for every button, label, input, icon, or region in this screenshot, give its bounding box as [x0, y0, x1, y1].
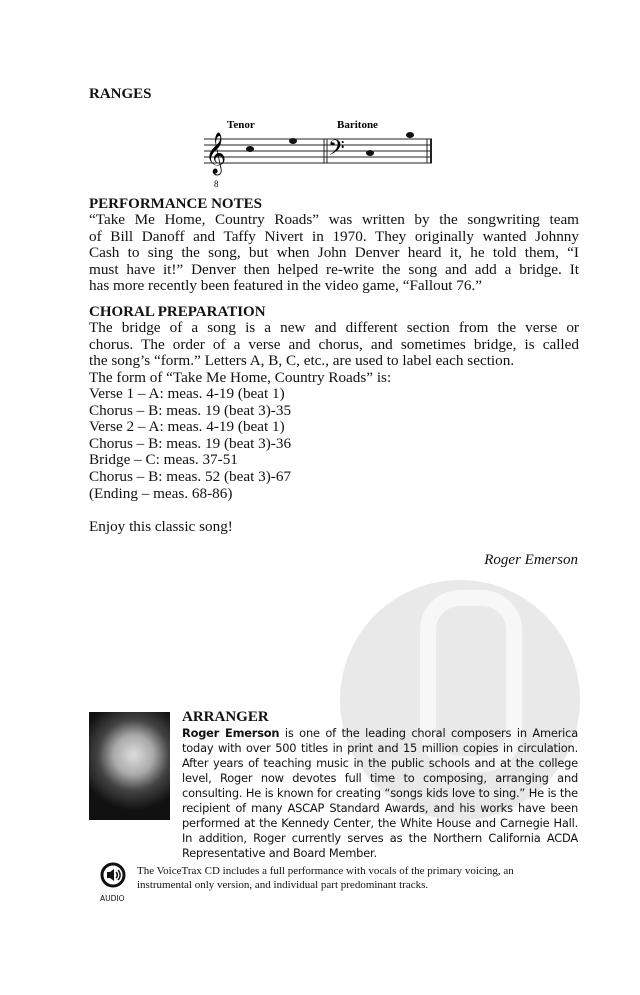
treble-clef-icon: 𝄞 — [205, 133, 227, 174]
baritone-label: Baritone — [337, 119, 378, 131]
ranges-staff — [200, 115, 440, 190]
form-item: Chorus – B: meas. 19 (beat 3)-36 — [89, 434, 292, 452]
arranger-name: Roger Emerson — [182, 726, 280, 740]
text-line: In addition, Roger currently serves as the Northern California ACDA — [182, 831, 578, 845]
text-line: The VoiceTrax CD includes a full performance with vocals of the primary voicing, an — [137, 865, 514, 877]
audio-label: AUDIO — [100, 894, 125, 903]
note — [366, 150, 374, 156]
bass-clef-icon: 𝄢 — [328, 136, 345, 166]
form-list — [89, 386, 291, 502]
choral-preparation-heading: CHORAL PREPARATION — [89, 304, 266, 320]
form-item: (Ending – meas. 68-86) — [89, 484, 233, 502]
text-line: today with over 500 titles in print and 15 million copies in circulation. — [182, 741, 578, 755]
note — [406, 132, 414, 138]
closing-text: Enjoy this classic song! — [89, 518, 233, 535]
form-item: Verse 2 – A: meas. 4-19 (beat 1) — [89, 418, 285, 436]
text-line: has more recently been featured in the video game, “Fallout 76.” — [89, 277, 483, 295]
form-item: Verse 1 – A: meas. 4-19 (beat 1) — [89, 385, 285, 402]
form-item: Chorus – B: meas. 19 (beat 3)-35 — [89, 401, 292, 419]
arranger-bio — [182, 726, 578, 861]
arranger-heading: ARRANGER — [182, 709, 269, 725]
tenor-label: Tenor — [227, 119, 255, 131]
text-line: The form of “Take Me Home, Country Roads” is: — [89, 368, 392, 386]
text-line: is one of the leading choral composers in America — [279, 726, 578, 740]
text-line: must have it!” Denver then helped re-write the song and add a bridge. It — [89, 260, 579, 278]
form-item: Bridge – C: meas. 37-51 — [89, 451, 238, 469]
text-line: Representative and Board Member. — [182, 846, 377, 860]
audio-description — [137, 864, 537, 892]
form-item: Chorus – B: meas. 52 (beat 3)-67 — [89, 467, 292, 485]
text-line: chorus. The order of a verse and chorus, and sometimes bridge, is called — [89, 335, 579, 353]
choral-preparation-text — [89, 320, 579, 386]
text-line: instrumental only version, and individual part predominant tracks. — [137, 879, 429, 891]
performance-notes-text — [89, 212, 579, 295]
performance-notes-heading: PERFORMANCE NOTES — [89, 196, 262, 212]
text-line: After years of teaching music in the public schools and at the college — [182, 756, 578, 770]
arranger-photo — [89, 712, 170, 820]
svg-text:8: 8 — [214, 179, 219, 189]
text-line: of Bill Danoff and Taffy Nivert in 1970. They originally wanted Johnny — [89, 227, 579, 245]
ranges-heading: RANGES — [89, 86, 152, 102]
text-line: Cash to sing the song, but when John Denver heard it, he told them, “I — [89, 244, 579, 262]
text-line: level, Roger now devotes full time to composing, arranging and — [182, 771, 578, 785]
audio-badge — [100, 862, 128, 903]
text-line: The bridge of a song is a new and different section from the verse or — [89, 319, 579, 336]
signature: Roger Emerson — [484, 552, 578, 568]
arranger-section — [182, 709, 578, 861]
text-line: “Take Me Home, Country Roads” was written by the songwriting team — [89, 211, 579, 228]
note — [289, 138, 297, 144]
text-line: recipient of many ASCAP Standard Awards, and his works have been — [182, 801, 578, 815]
text-line: performed at the Kennedy Center, the White House and Carnegie Hall. — [182, 816, 578, 830]
note — [246, 146, 254, 152]
speaker-icon — [100, 862, 128, 890]
text-line: consulting. He is known for creating “songs kids love to sing.” He is the — [182, 786, 578, 800]
text-line: the song’s “form.” Letters A, B, C, etc., are used to label each section. — [89, 352, 515, 370]
